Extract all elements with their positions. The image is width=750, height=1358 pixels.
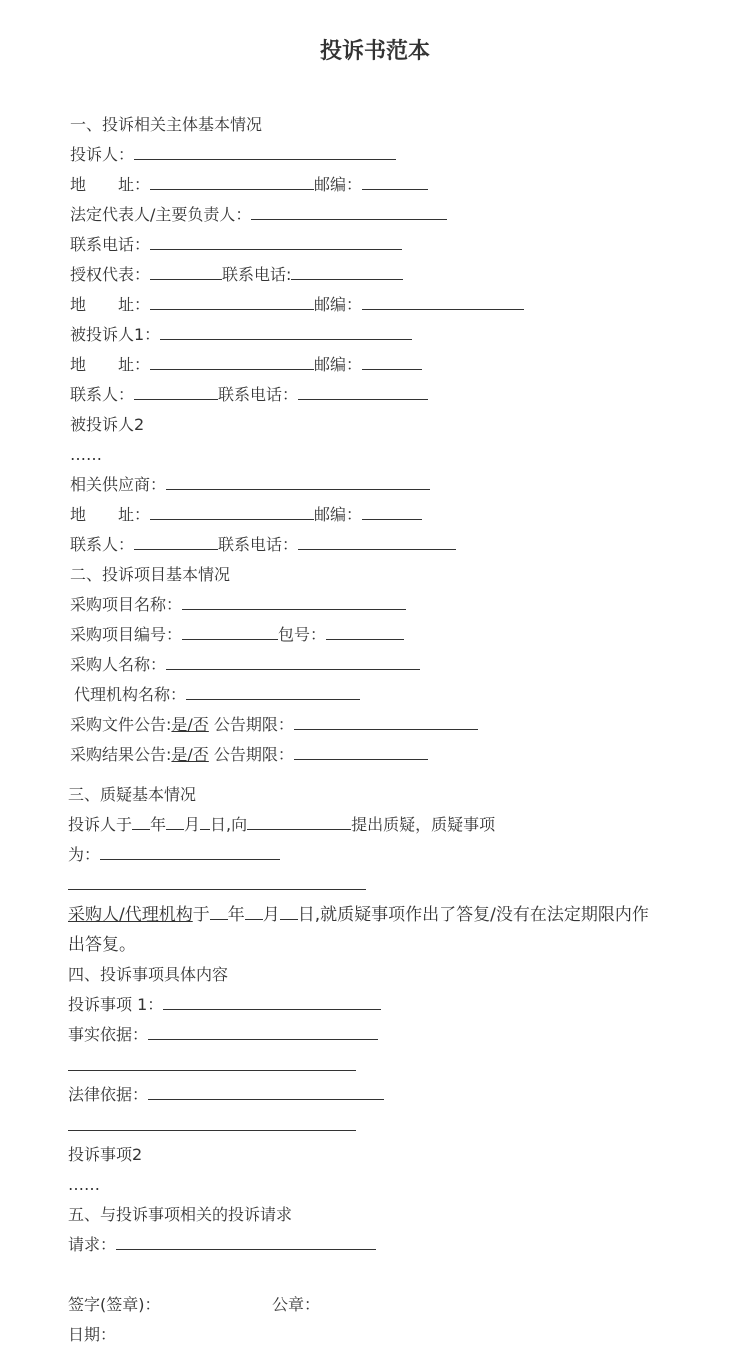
query-text: 日,就质疑事项作出了答复/没有在法定期限内作 (297, 905, 649, 925)
year-blank (132, 815, 150, 830)
address-label: 地 址： (70, 355, 151, 374)
project-no-label: 采购项目编号： (70, 625, 183, 644)
address-blank (150, 295, 314, 310)
law-blank (148, 1085, 384, 1100)
seal-label: 公章： (272, 1295, 321, 1314)
respondent1-contact-row (70, 385, 428, 405)
authorized-row (70, 265, 403, 285)
notice-period-blank (294, 745, 428, 760)
address-label: 地 址： (70, 505, 151, 524)
phone-blank (150, 235, 402, 250)
respondent1-label: 被投诉人1： (70, 325, 161, 344)
file-notice-label: 采购文件公告: (70, 715, 172, 734)
complainant-row (70, 145, 396, 165)
package-no-label: 包号： (278, 625, 327, 644)
law-row (68, 1085, 384, 1105)
postcode-label: 邮编： (314, 175, 363, 194)
buyer-name-label: 采购人名称： (70, 655, 167, 674)
complaint-item1-row (68, 995, 381, 1015)
date-label: 日期： (68, 1325, 117, 1344)
phone-blank (298, 385, 428, 400)
section-heading-5: 五、与投诉事项相关的投诉请求 (68, 1205, 293, 1224)
month-label: 月 (184, 815, 201, 834)
address-blank (150, 505, 314, 520)
file-notice-row (70, 715, 478, 735)
section-heading-1: 一、投诉相关主体基本情况 (70, 115, 263, 134)
year-label: 年 (150, 815, 167, 834)
request-blank (116, 1235, 376, 1250)
agency-name-row (74, 685, 360, 705)
legal-rep-blank (251, 205, 447, 220)
phone-label: 联系电话： (218, 535, 299, 554)
query-text: 为： (68, 845, 101, 864)
address-label: 地 址： (70, 175, 151, 194)
phone2-label: 联系电话: (222, 265, 292, 284)
query-line-4 (68, 905, 649, 925)
supplier-row (70, 475, 430, 495)
query-text: 投诉人于 (68, 815, 133, 834)
ellipsis: …… (68, 1175, 100, 1194)
buyer-name-blank (166, 655, 420, 670)
complainant-address-row (70, 175, 428, 195)
request-row (68, 1235, 376, 1255)
agency-name-blank (186, 685, 360, 700)
complaint-item1-label: 投诉事项 1： (68, 995, 164, 1014)
legal-rep-label: 法定代表人/主要负责人： (70, 205, 252, 224)
project-name-blank (182, 595, 406, 610)
law-line (68, 1130, 356, 1131)
supplier-blank (166, 475, 430, 490)
query-line-5: 出答复。 (68, 935, 136, 955)
yes-no-option: 是/否 (171, 745, 209, 764)
yes-no-option: 是/否 (171, 715, 209, 734)
supplier-label: 相关供应商： (70, 475, 167, 494)
supplier-contact-row (70, 535, 456, 555)
respondent1-address-row (70, 355, 422, 375)
address-blank (150, 355, 314, 370)
result-notice-row (70, 745, 428, 765)
month-label: 月 (262, 905, 280, 925)
postcode-label: 邮编： (314, 505, 363, 524)
day-blank (280, 905, 298, 920)
complaint-item2-label: 投诉事项2 (68, 1145, 143, 1164)
section-heading-2: 二、投诉项目基本情况 (70, 565, 231, 584)
year-blank (210, 905, 228, 920)
query-text: 于 (192, 905, 210, 925)
contact-blank (134, 385, 218, 400)
notice-period-label: 公告期限： (213, 715, 294, 734)
notice-period-label: 公告期限： (213, 745, 294, 764)
complainant-blank (134, 145, 396, 160)
project-name-row (70, 595, 406, 615)
query-target-blank (247, 815, 351, 830)
query-matter-blank (100, 845, 280, 860)
facts-label: 事实依据： (68, 1025, 149, 1044)
year-label: 年 (227, 905, 245, 925)
day-blank (200, 815, 210, 830)
query-line-2 (68, 845, 280, 865)
postcode-blank (362, 175, 428, 190)
authorized-blank (150, 265, 222, 280)
phone2-blank (291, 265, 403, 280)
postcode-label: 邮编： (314, 295, 363, 314)
phone-label: 联系电话： (70, 235, 151, 254)
complainant-label: 投诉人： (70, 145, 135, 164)
phone-blank (298, 535, 456, 550)
authorized-label: 授权代表： (70, 265, 151, 284)
facts-blank (148, 1025, 378, 1040)
postcode-label: 邮编： (314, 355, 363, 374)
buyer-agency-text: 采购人/代理机构 (68, 905, 193, 925)
request-label: 请求： (68, 1235, 117, 1254)
query-line-1 (68, 815, 495, 835)
month-blank (166, 815, 184, 830)
phone-row (70, 235, 402, 255)
project-no-row (70, 625, 404, 645)
complaint-item1-blank (163, 995, 381, 1010)
signature-label: 签字(签章)： (68, 1295, 161, 1314)
address-label: 地 址： (70, 295, 151, 314)
project-no-blank (182, 625, 278, 640)
legal-rep-row (70, 205, 447, 225)
notice-period-blank (294, 715, 478, 730)
phone-label: 联系电话： (218, 385, 299, 404)
buyer-name-row (70, 655, 420, 675)
day-label: 日,向 (210, 815, 248, 834)
authorized-address-row (70, 295, 524, 315)
ellipsis: …… (70, 445, 102, 464)
postcode-blank (362, 355, 422, 370)
contact-label: 联系人： (70, 535, 135, 554)
supplier-address-row (70, 505, 422, 525)
respondent1-row (70, 325, 412, 345)
facts-row (68, 1025, 378, 1045)
section-heading-3: 三、质疑基本情况 (68, 785, 197, 804)
postcode-blank (362, 295, 524, 310)
result-notice-label: 采购结果公告: (70, 745, 172, 764)
contact-blank (134, 535, 218, 550)
page-title: 投诉书范本 (319, 39, 430, 64)
address-blank (150, 175, 314, 190)
law-label: 法律依据： (68, 1085, 149, 1104)
contact-label: 联系人： (70, 385, 135, 404)
query-matter-line (68, 889, 366, 890)
agency-name-label: 代理机构名称： (74, 685, 187, 704)
package-no-blank (326, 625, 404, 640)
respondent2-label: 被投诉人2 (70, 415, 145, 434)
section-heading-4: 四、投诉事项具体内容 (68, 965, 229, 984)
query-text: 提出质疑，质疑事项 (351, 815, 496, 834)
project-name-label: 采购项目名称： (70, 595, 183, 614)
respondent1-blank (160, 325, 412, 340)
month-blank (245, 905, 263, 920)
facts-line (68, 1070, 356, 1071)
postcode-blank (362, 505, 422, 520)
